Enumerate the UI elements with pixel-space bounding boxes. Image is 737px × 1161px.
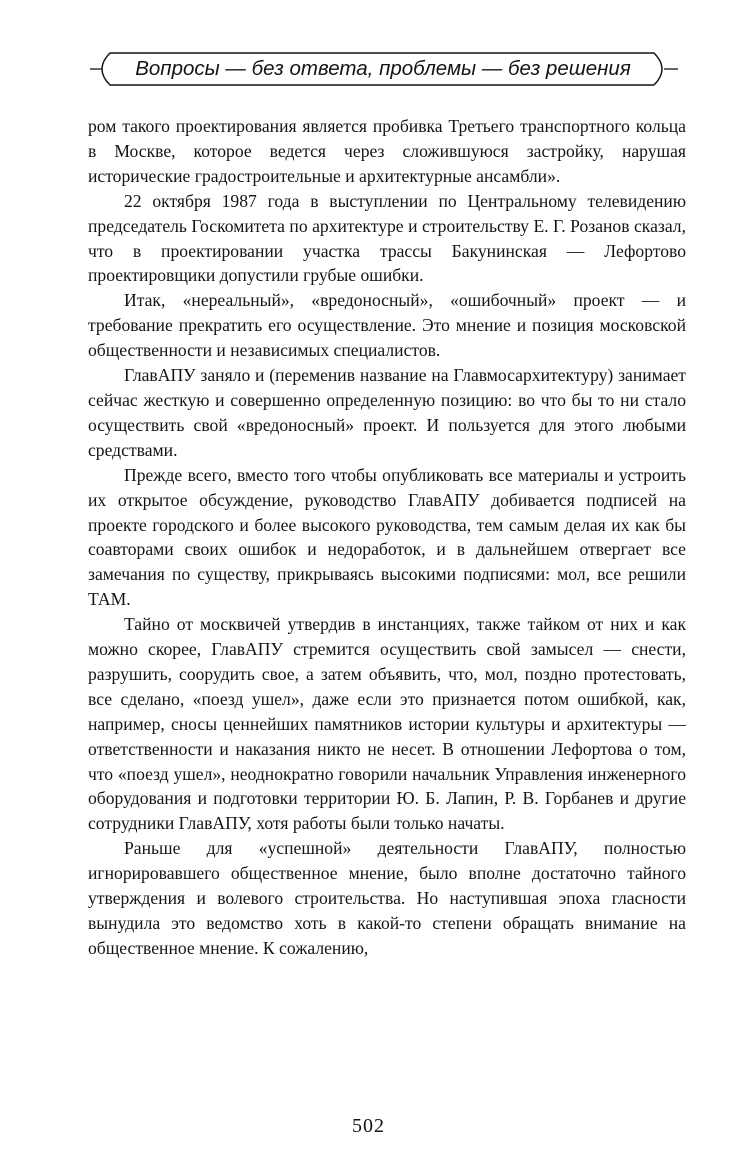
paragraph: Прежде всего, вместо того чтобы опубликовать все материалы и устроить их открытое обсуждение, руководство ГлавАПУ добивается подписей на проекте городского и более высокого руководства, тем самым делая их как бы соавторами своих ошибок и недоработок, и в дальнейшем отвергает все замечания по существу, прикрываясь высокими подписями: мол, все решили ТАМ. xyxy=(88,464,686,610)
running-header xyxy=(88,48,680,90)
header-title: Вопросы — без ответа, проблемы — без решения xyxy=(135,57,631,80)
page-number: 502 xyxy=(352,1115,385,1137)
paragraph: ром такого проектирования является пробивка Третьего транспортного кольца в Москве, которое ведется через сложившуюся застройку, нарушая исторические градостроительные и архитектурные ансамбли». xyxy=(88,116,686,186)
paragraph: Итак, «нереальный», «вредоносный», «ошибочный» проект — и требование прекратить его осуществление. Это мнение и позиция московской общественности и независимых специалистов. xyxy=(88,290,686,361)
paragraph: 22 октября 1987 года в выступлении по Центральному телевидению председатель Госкомитета по архитектуре и строительству Е. Г. Розанов сказал, что в проектировании участка трассы Бакунинская — Лефортово проектировщики допустили грубые ошибки. xyxy=(88,190,686,286)
paragraph: Раньше для «успешной» деятельности ГлавАПУ, полностью игнорировавшего общественное мнение, было вполне достаточно тайного утверждения и волевого строительства. Но наступившая эпоха гласности вынудила это ведомство хоть в какой-то степени обращать внимание на общественное мнение. К сожалению, xyxy=(88,838,686,958)
paragraph: Тайно от москвичей утвердив в инстанциях, также тайком от них и как можно скорее, ГлавАПУ стремится осуществить свой замысел — снести, разрушить, соорудить свое, а затем объявить, что, мол, поздно протестовать, все сделано, «поезд ушел», даже если это признается потом ошибкой, как, например, сносы ценнейших памятников истории культуры и архитектуры — ответственности и наказания никто не несет. В отношении Лефортова о том, что «поезд ушел», неоднократно говорили начальник Управления инженерного оборудования и подготовки территории Ю. Б. Лапин, Р. В. Горбанев и другие сотрудники ГлавАПУ, хотя работы были только начаты. xyxy=(88,614,686,834)
paragraph: ГлавАПУ заняло и (переменив название на Главмосархитектуру) занимает сейчас жесткую и совершенно определенную позицию: во что бы то ни стало осуществить свой «вредоносный» проект. И пользуется для этого любыми средствами. xyxy=(88,365,686,460)
body-text xyxy=(88,114,686,961)
